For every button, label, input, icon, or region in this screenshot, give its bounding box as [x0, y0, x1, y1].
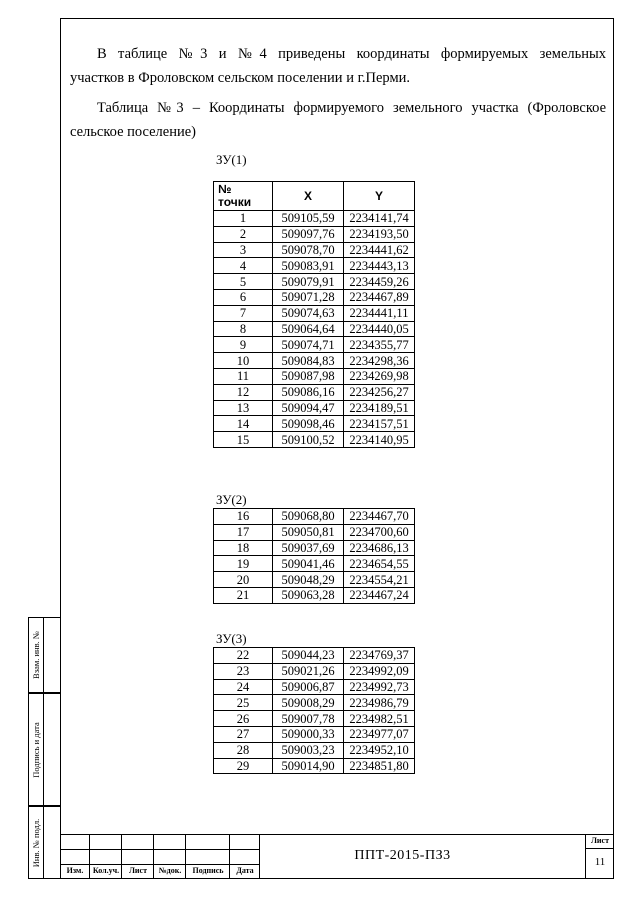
table-row: [214, 242, 415, 258]
table-row: [214, 524, 415, 540]
table-row: [214, 556, 415, 572]
parcel-label-zu3: ЗУ(3): [216, 631, 247, 646]
stamp-inv-podl: Инв. № подл.: [28, 806, 60, 879]
point-number-cell: 7: [214, 305, 273, 321]
y-coordinate-cell: 2234193,50: [344, 226, 415, 242]
x-coordinate-cell: 509063,28: [273, 587, 344, 603]
point-number-cell: 14: [214, 416, 273, 432]
x-coordinate-cell: 509083,91: [273, 258, 344, 274]
y-coordinate-cell: 2234443,13: [344, 258, 415, 274]
x-coordinate-cell: 509098,46: [273, 416, 344, 432]
table-row: [214, 648, 415, 664]
table-row: [214, 274, 415, 290]
table-row: [214, 587, 415, 603]
y-coordinate-cell: 2234256,27: [344, 384, 415, 400]
y-coordinate-cell: 2234298,36: [344, 353, 415, 369]
table-row: [214, 353, 415, 369]
x-coordinate-cell: 509006,87: [273, 679, 344, 695]
x-coordinate-cell: 509048,29: [273, 572, 344, 588]
point-number-cell: 26: [214, 711, 273, 727]
y-coordinate-cell: 2234141,74: [344, 211, 415, 227]
col-kol-uch: Кол.уч.: [92, 866, 120, 875]
col-list: Лист: [128, 866, 148, 875]
x-coordinate-cell: 509087,98: [273, 368, 344, 384]
point-number-cell: 16: [214, 509, 273, 525]
x-coordinate-cell: 509037,69: [273, 540, 344, 556]
sheet-label: Лист: [590, 836, 610, 845]
point-number-cell: 4: [214, 258, 273, 274]
document-code: ППТ-2015-ПЗ3: [354, 848, 451, 863]
table-row: [214, 711, 415, 727]
y-coordinate-cell: 2234140,95: [344, 432, 415, 448]
x-coordinate-cell: 509007,78: [273, 711, 344, 727]
x-coordinate-cell: 509008,29: [273, 695, 344, 711]
y-coordinate-cell: 2234982,51: [344, 711, 415, 727]
stamp-vzam-inv: Взам. инв. №: [28, 617, 60, 693]
parcel-label-zu2: ЗУ(2): [216, 492, 247, 507]
y-coordinate-cell: 2234157,51: [344, 416, 415, 432]
header-y: Y: [344, 182, 415, 211]
point-number-cell: 17: [214, 524, 273, 540]
table-row: [214, 432, 415, 448]
x-coordinate-cell: 509000,33: [273, 726, 344, 742]
x-coordinate-cell: 509078,70: [273, 242, 344, 258]
y-coordinate-cell: 2234977,07: [344, 726, 415, 742]
point-number-cell: 21: [214, 587, 273, 603]
intro-paragraph-line2: участков в Фроловском сельском поселении и г.Перми.: [70, 70, 411, 86]
x-coordinate-cell: 509064,64: [273, 321, 344, 337]
x-coordinate-cell: 509094,47: [273, 400, 344, 416]
table-row: [214, 400, 415, 416]
col-data: Дата: [236, 866, 254, 875]
x-coordinate-cell: 509041,46: [273, 556, 344, 572]
table-row: [214, 726, 415, 742]
point-number-cell: 28: [214, 742, 273, 758]
point-number-cell: 19: [214, 556, 273, 572]
point-number-cell: 11: [214, 368, 273, 384]
y-coordinate-cell: 2234654,55: [344, 556, 415, 572]
intro-paragraph-line1: В таблице №3 и №4 приведены координаты формируемых земельных: [97, 46, 606, 62]
y-coordinate-cell: 2234467,89: [344, 289, 415, 305]
table-row: [214, 337, 415, 353]
x-coordinate-cell: 509068,80: [273, 509, 344, 525]
coordinates-table-zu1: [213, 181, 415, 448]
table-row: [214, 509, 415, 525]
point-number-cell: 23: [214, 663, 273, 679]
point-number-cell: 22: [214, 648, 273, 664]
col-izm: Изм.: [66, 866, 84, 875]
table-row: [214, 695, 415, 711]
table-row: [214, 289, 415, 305]
table-row: [214, 679, 415, 695]
y-coordinate-cell: 2234992,73: [344, 679, 415, 695]
point-number-cell: 5: [214, 274, 273, 290]
x-coordinate-cell: 509003,23: [273, 742, 344, 758]
y-coordinate-cell: 2234440,05: [344, 321, 415, 337]
point-number-cell: 29: [214, 758, 273, 774]
table-row: [214, 416, 415, 432]
y-coordinate-cell: 2234952,10: [344, 742, 415, 758]
x-coordinate-cell: 509086,16: [273, 384, 344, 400]
y-coordinate-cell: 2234441,11: [344, 305, 415, 321]
point-number-cell: 8: [214, 321, 273, 337]
coordinates-table-zu2: [213, 508, 415, 604]
table-row: [214, 258, 415, 274]
y-coordinate-cell: 2234355,77: [344, 337, 415, 353]
y-coordinate-cell: 2234992,09: [344, 663, 415, 679]
table-row: [214, 384, 415, 400]
x-coordinate-cell: 509050,81: [273, 524, 344, 540]
y-coordinate-cell: 2234467,24: [344, 587, 415, 603]
col-ndok: №док.: [158, 866, 182, 875]
point-number-cell: 24: [214, 679, 273, 695]
y-coordinate-cell: 2234686,13: [344, 540, 415, 556]
point-number-cell: 20: [214, 572, 273, 588]
parcel-label-zu1: ЗУ(1): [216, 152, 247, 167]
y-coordinate-cell: 2234441,62: [344, 242, 415, 258]
y-coordinate-cell: 2234459,26: [344, 274, 415, 290]
y-coordinate-cell: 2234769,37: [344, 648, 415, 664]
sheet-number: 11: [594, 856, 606, 868]
x-coordinate-cell: 509105,59: [273, 211, 344, 227]
x-coordinate-cell: 509097,76: [273, 226, 344, 242]
x-coordinate-cell: 509100,52: [273, 432, 344, 448]
point-number-cell: 12: [214, 384, 273, 400]
point-number-cell: 6: [214, 289, 273, 305]
y-coordinate-cell: 2234269,98: [344, 368, 415, 384]
y-coordinate-cell: 2234700,60: [344, 524, 415, 540]
x-coordinate-cell: 509014,90: [273, 758, 344, 774]
point-number-cell: 10: [214, 353, 273, 369]
y-coordinate-cell: 2234986,79: [344, 695, 415, 711]
point-number-cell: 3: [214, 242, 273, 258]
x-coordinate-cell: 509021,26: [273, 663, 344, 679]
table-caption-line2: сельское поселение): [70, 124, 197, 140]
x-coordinate-cell: 509071,28: [273, 289, 344, 305]
table-row: [214, 572, 415, 588]
y-coordinate-cell: 2234554,21: [344, 572, 415, 588]
y-coordinate-cell: 2234467,70: [344, 509, 415, 525]
point-number-cell: 13: [214, 400, 273, 416]
header-x: X: [273, 182, 344, 211]
point-number-cell: 18: [214, 540, 273, 556]
point-number-cell: 9: [214, 337, 273, 353]
point-number-cell: 25: [214, 695, 273, 711]
table-row: [214, 211, 415, 227]
x-coordinate-cell: 509079,91: [273, 274, 344, 290]
point-number-cell: 1: [214, 211, 273, 227]
y-coordinate-cell: 2234851,80: [344, 758, 415, 774]
table-row: [214, 663, 415, 679]
point-number-cell: 15: [214, 432, 273, 448]
table-caption-line1: Таблица №3 – Координаты формируемого земельного участка (Фроловское: [97, 100, 606, 116]
x-coordinate-cell: 509074,71: [273, 337, 344, 353]
table-row: [214, 226, 415, 242]
table-row: [214, 758, 415, 774]
table-row: [214, 742, 415, 758]
y-coordinate-cell: 2234189,51: [344, 400, 415, 416]
x-coordinate-cell: 509084,83: [273, 353, 344, 369]
col-podpis: Подпись: [192, 866, 224, 875]
stamp-podpis-data: Подпись и дата: [28, 693, 60, 806]
x-coordinate-cell: 509044,23: [273, 648, 344, 664]
point-number-cell: 27: [214, 726, 273, 742]
table-row: [214, 368, 415, 384]
table-row: [214, 540, 415, 556]
point-number-cell: 2: [214, 226, 273, 242]
coordinates-table-zu3: [213, 647, 415, 774]
x-coordinate-cell: 509074,63: [273, 305, 344, 321]
table-row: [214, 321, 415, 337]
table-row: [214, 305, 415, 321]
header-point-number: № точки: [214, 182, 273, 211]
